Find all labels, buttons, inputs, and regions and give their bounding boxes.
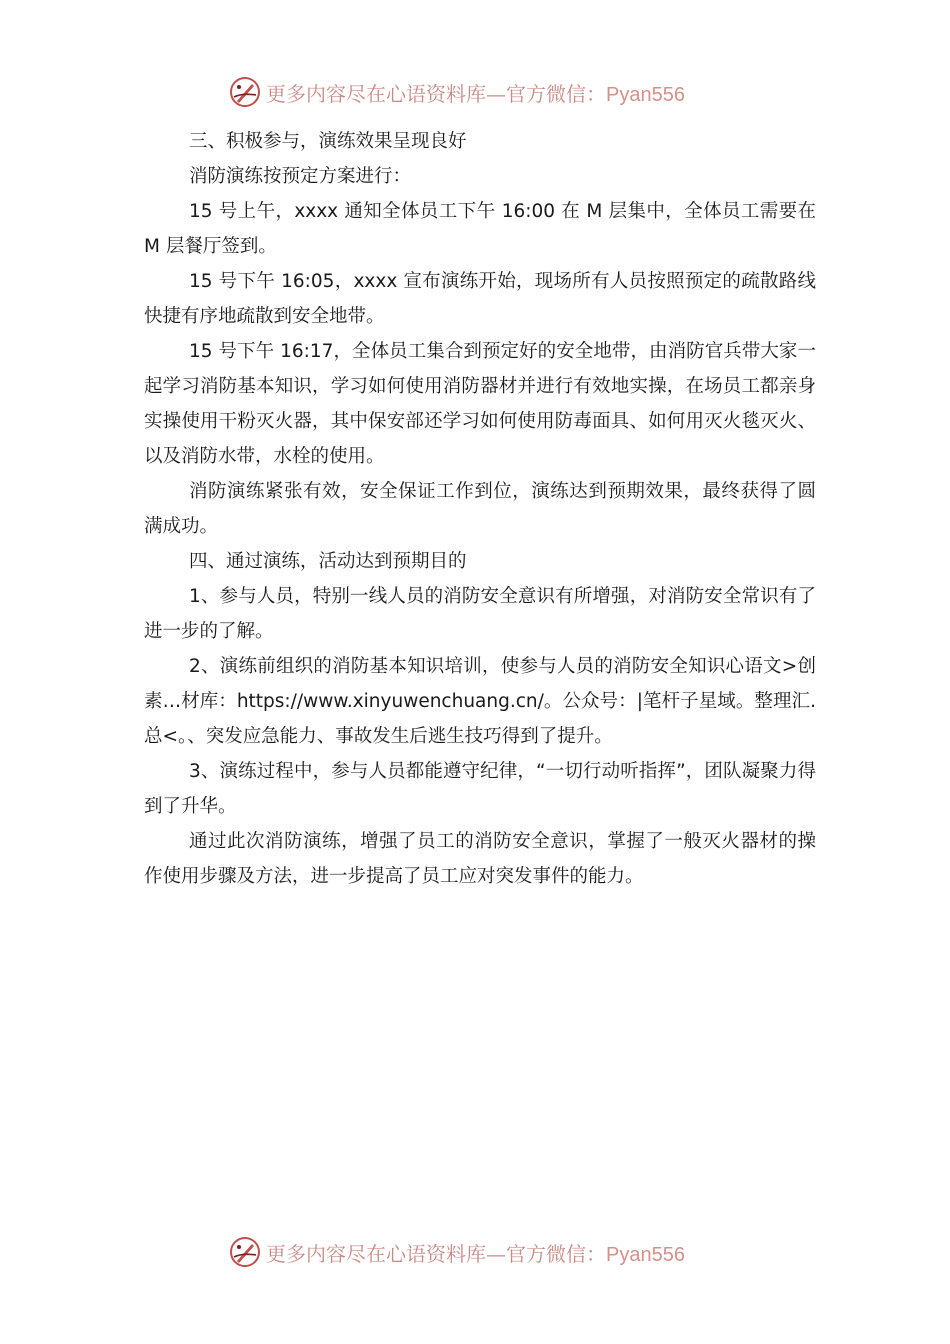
section-heading-3: 三、积极参与，演练效果呈现良好 <box>189 131 467 152</box>
paragraph: 消防演练紧张有效，安全保证工作到位，演练达到预期效果，最终获得了圆满成功。 <box>144 481 816 537</box>
quill-logo-icon <box>228 75 262 109</box>
paragraph: 15 号上午，xxxx 通知全体员工下午 16:00 在 M 层集中，全体员工需要在 M 层餐厅签到。 <box>144 201 816 257</box>
paragraph: 通过此次消防演练，增强了员工的消防安全意识，掌握了一般灭火器材的操作使用步骤及方法，进一步提高了员工应对突发事件的能力。 <box>144 831 816 887</box>
document-body <box>144 124 816 894</box>
header-banner <box>228 72 748 112</box>
paragraph: 15 号下午 16:05，xxxx 宣布演练开始，现场所有人员按照预定的疏散路线快捷有序地疏散到安全地带。 <box>144 271 816 327</box>
header-banner-id: Pyan556 <box>606 83 685 106</box>
paragraph: 消防演练按预定方案进行： <box>189 166 412 187</box>
paragraph: 15 号下午 16:17，全体员工集合到预定好的安全地带，由消防官兵带大家一起学习消防基本知识，学习如何使用消防器材并进行有效地实操，在场员工都亲身实操使用干粉灭火器，其中保安部还学习如何使用防毒面具、如何用灭火毯灭火、以及消防水带，水栓的使用。 <box>144 341 816 467</box>
list-item: 2、演练前组织的消防基本知识培训，使参与人员的消防安全知识心语文>创素…材库：https://www.xinyuwenchuang.cn/。公众号：|笔杆子星域。整理汇.总<。、突发应急能力、事故发生后逃生技巧得到了提升。 <box>144 656 816 747</box>
footer-banner-id: Pyan556 <box>606 1243 685 1266</box>
footer-banner-text: 更多内容尽在心语资料库—官方微信：Pyan556 <box>266 1241 685 1266</box>
header-banner-text: 更多内容尽在心语资料库—官方微信：Pyan556 <box>266 81 685 106</box>
footer-banner <box>228 1232 748 1272</box>
list-item: 1、参与人员，特别一线人员的消防安全意识有所增强，对消防安全常识有了进一步的了解。 <box>144 586 816 642</box>
list-item: 3、演练过程中，参与人员都能遵守纪律，“一切行动听指挥”，团队凝聚力得到了升华。 <box>144 761 816 817</box>
section-heading-4: 四、通过演练，活动达到预期目的 <box>189 551 467 572</box>
quill-logo-icon <box>228 1235 262 1269</box>
